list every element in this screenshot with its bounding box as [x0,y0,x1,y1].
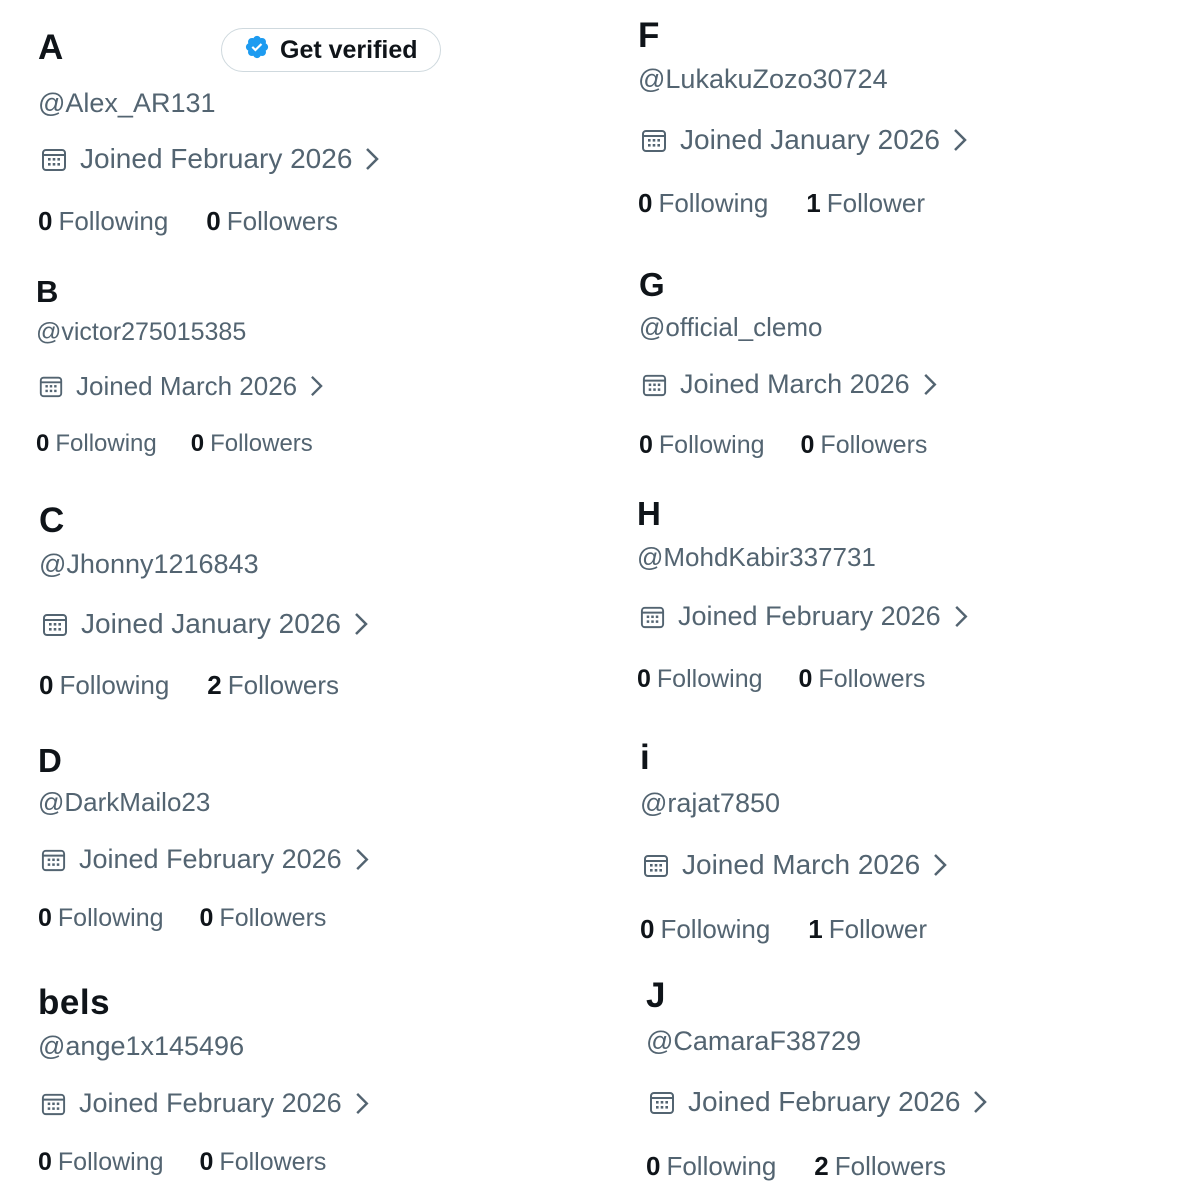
followers-label: Followers [820,431,928,459]
profile-name: i [640,738,651,777]
profile-handle: @CamaraF38729 [646,1026,862,1056]
followers-link[interactable] [200,906,327,931]
following-link[interactable] [36,432,157,456]
profile-name: A [38,28,64,67]
following-label: Following [55,430,157,457]
follow-stats [640,916,927,942]
follow-stats [38,208,338,234]
followers-link[interactable] [206,208,338,234]
followers-link[interactable] [207,672,339,698]
chevron-right-icon [932,852,948,878]
joined-text: Joined March 2026 [682,849,921,880]
profile-name: H [637,495,662,532]
following-link[interactable] [38,1150,164,1175]
joined-date[interactable] [648,1088,988,1116]
following-count: 0 [640,914,655,944]
joined-text: Joined February 2026 [678,601,941,631]
calendar-icon [642,851,670,879]
verified-badge-icon [244,34,270,67]
followers-link[interactable] [801,433,928,458]
followers-count: 2 [207,670,222,700]
chevron-right-icon [952,127,968,153]
profile-handle: @MohdKabir337731 [637,542,876,572]
joined-text: Joined March 2026 [76,371,298,401]
follow-stats [637,667,925,692]
profile-handle: @Alex_AR131 [38,88,216,118]
following-label: Following [57,904,164,932]
joined-text: Joined February 2026 [688,1086,961,1117]
followers-label: Follower [826,188,926,218]
followers-label: Followers [834,1151,947,1181]
following-label: Following [658,431,765,459]
profile-handle: @Jhonny1216843 [39,549,259,579]
followers-count: 1 [806,188,821,218]
calendar-icon [38,373,64,399]
following-count: 0 [646,1151,661,1181]
calendar-icon [648,1088,676,1116]
profile-name: F [638,16,660,55]
profile-name: D [38,742,63,779]
calendar-icon [640,126,668,154]
profile-handle: @DarkMailo23 [38,787,211,817]
following-label: Following [57,1148,164,1176]
calendar-icon [40,1090,67,1117]
profile-handle: @ange1x145496 [38,1031,245,1061]
followers-link[interactable] [814,1153,946,1179]
chevron-right-icon [354,1091,370,1116]
following-count: 0 [38,1148,52,1176]
calendar-icon [641,371,668,398]
get-verified-button[interactable] [221,28,441,72]
profile-name: B [36,274,59,309]
joined-date[interactable] [640,126,968,154]
following-count: 0 [36,430,50,457]
joined-text: Joined February 2026 [79,1088,342,1118]
following-label: Following [660,914,771,944]
profile-handle: @victor275015385 [36,318,247,346]
followers-count: 1 [808,914,823,944]
joined-text: Joined February 2026 [79,844,342,874]
profile-name: G [639,266,666,303]
chevron-right-icon [309,374,324,398]
following-label: Following [58,206,169,236]
following-label: Following [658,188,769,218]
joined-date[interactable] [642,851,948,879]
calendar-icon [639,603,666,630]
followers-count: 0 [199,1148,214,1176]
joined-date[interactable] [639,603,969,630]
following-count: 0 [638,188,653,218]
follow-stats [646,1153,946,1179]
followers-label: Followers [227,670,340,700]
chevron-right-icon [354,847,370,872]
joined-date[interactable] [40,1090,370,1117]
chevron-right-icon [953,604,969,629]
chevron-right-icon [922,372,938,397]
profile-name: J [646,976,666,1015]
follow-stats [638,190,925,216]
joined-date[interactable] [38,373,324,399]
following-link[interactable] [38,208,168,234]
joined-text: Joined January 2026 [680,124,940,155]
following-link[interactable] [38,906,164,931]
followers-link[interactable] [806,190,925,216]
get-verified-label: Get verified [280,35,418,64]
profile-name: bels [38,983,111,1022]
follow-stats [39,672,339,698]
followers-label: Followers [818,665,926,693]
follow-stats [38,906,326,931]
following-label: Following [656,665,763,693]
profile-handle: @rajat7850 [640,788,780,818]
following-link[interactable] [637,667,763,692]
calendar-icon [41,610,69,638]
following-count: 0 [39,670,54,700]
followers-label: Followers [226,206,339,236]
followers-count: 0 [199,904,214,932]
following-link[interactable] [646,1153,776,1179]
followers-label: Follower [828,914,928,944]
joined-text: Joined February 2026 [80,143,353,174]
followers-count: 0 [800,431,815,459]
joined-text: Joined January 2026 [81,608,341,639]
followers-count: 2 [814,1151,829,1181]
following-count: 0 [38,206,53,236]
follow-stats [639,433,927,458]
profile-handle: @LukakuZozo30724 [638,64,888,94]
joined-date[interactable] [40,145,380,173]
calendar-icon [40,846,67,873]
follow-stats [38,1150,326,1175]
following-link[interactable] [39,672,169,698]
followers-count: 0 [206,206,221,236]
followers-count: 0 [190,430,205,457]
following-link[interactable] [640,916,770,942]
joined-date[interactable] [41,610,369,638]
following-link[interactable] [638,190,768,216]
profile-name: C [39,501,65,540]
following-label: Following [59,670,170,700]
followers-link[interactable] [808,916,927,942]
followers-count: 0 [798,665,813,693]
joined-text: Joined March 2026 [680,369,910,399]
chevron-right-icon [353,611,369,637]
following-count: 0 [639,431,653,459]
following-count: 0 [38,904,52,932]
joined-date[interactable] [40,846,370,873]
joined-date[interactable] [641,371,938,398]
followers-link[interactable] [799,667,926,692]
followers-label: Followers [210,430,313,457]
following-label: Following [666,1151,777,1181]
follow-stats [36,432,313,456]
followers-label: Followers [219,904,327,932]
calendar-icon [40,145,68,173]
chevron-right-icon [972,1089,988,1115]
followers-link[interactable] [191,432,313,456]
followers-label: Followers [219,1148,327,1176]
following-count: 0 [637,665,651,693]
chevron-right-icon [364,146,380,172]
profile-handle: @official_clemo [639,312,823,342]
following-link[interactable] [639,433,765,458]
followers-link[interactable] [200,1150,327,1175]
